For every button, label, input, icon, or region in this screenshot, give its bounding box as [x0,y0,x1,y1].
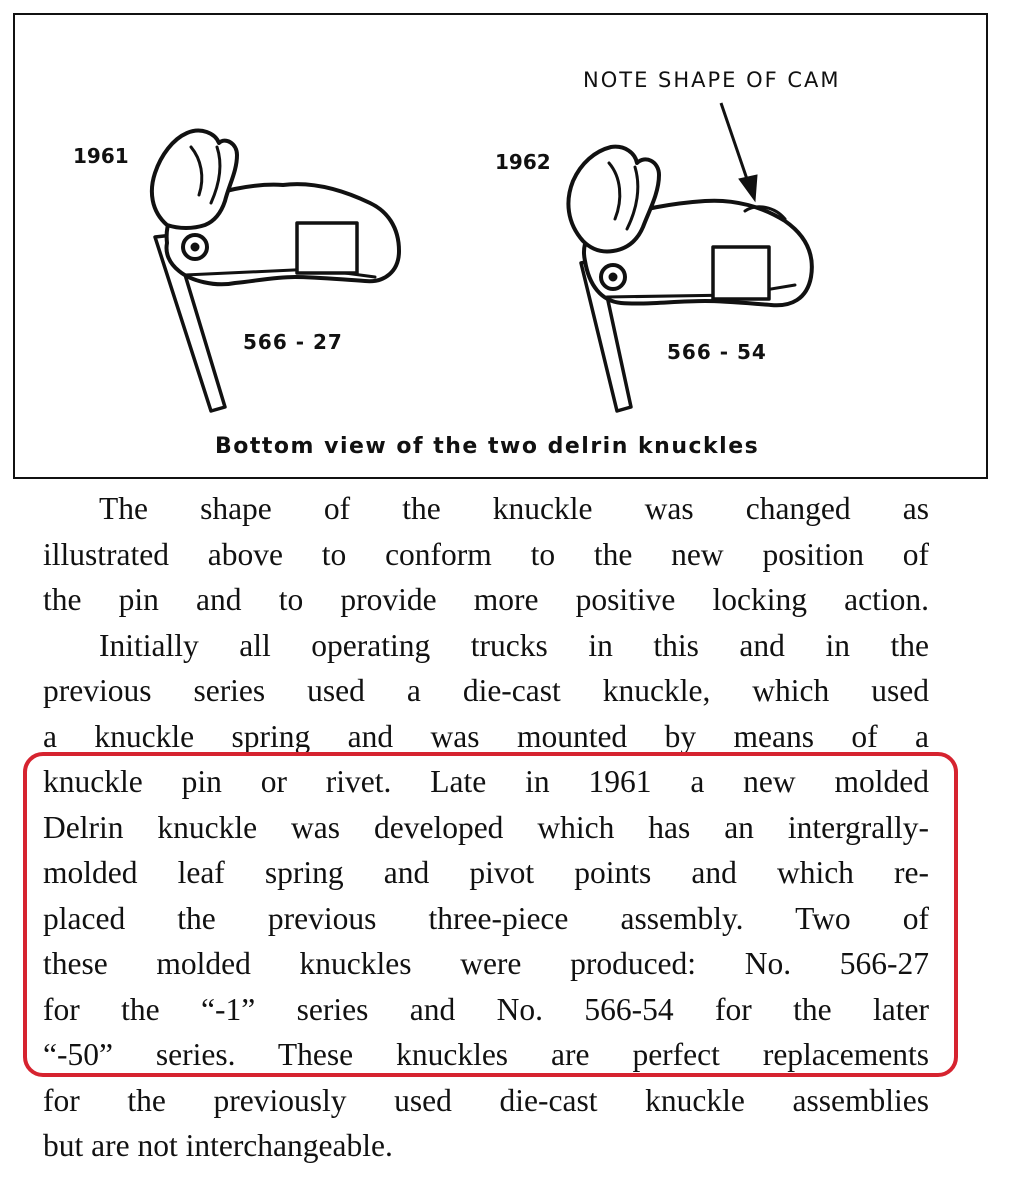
text-line: a knuckle spring and was mounted by means of a [43,718,929,754]
year-label-1962: 1962 [495,150,551,174]
text-line: but are not interchangeable. [43,1128,393,1163]
text-line: The shape of the knuckle was changed as [99,491,929,526]
text-line: these molded knuckles were produced: No. 566-27 [43,946,929,981]
highlight-annotation-box [23,752,958,1077]
paragraph-1 [43,486,929,623]
knuckle-illustration [15,15,986,477]
text-line: for the previously used die-cast knuckle assemblies [43,1082,929,1118]
text-line: Delrin knuckle was developed which has an intergrally- [43,809,929,845]
text-line: molded leaf spring and pivot points and which re- [43,855,929,890]
figure-panel [13,13,988,479]
figure-caption: Bottom view of the two delrin knuckles [215,434,760,459]
text-line: illustrated above to conform to the new position of [43,536,929,572]
text-line: Initially all operating trucks in this and in the [99,627,929,663]
text-line: for the “-1” series and No. 566-54 for the later [43,991,929,1027]
text-line: previous series used a die-cast knuckle, which used [43,673,929,708]
cam-arrow [721,103,757,201]
text-line: “-50” series. These knuckles are perfect replacements [43,1037,929,1072]
note-cam-label: NOTE SHAPE OF CAM [583,68,841,92]
knuckle-1961-drawing [152,131,399,411]
year-label-1961: 1961 [73,144,129,168]
text-line: the pin and to provide more positive locking action. [43,582,929,617]
knuckle-1962-drawing [568,147,811,411]
text-line: placed the previous three-piece assembly. Two of [43,900,929,936]
part-number-566-54: 566 - 54 [667,340,767,364]
part-number-566-27: 566 - 27 [243,330,343,354]
text-line: knuckle pin or rivet. Late in 1961 a new molded [43,764,929,799]
